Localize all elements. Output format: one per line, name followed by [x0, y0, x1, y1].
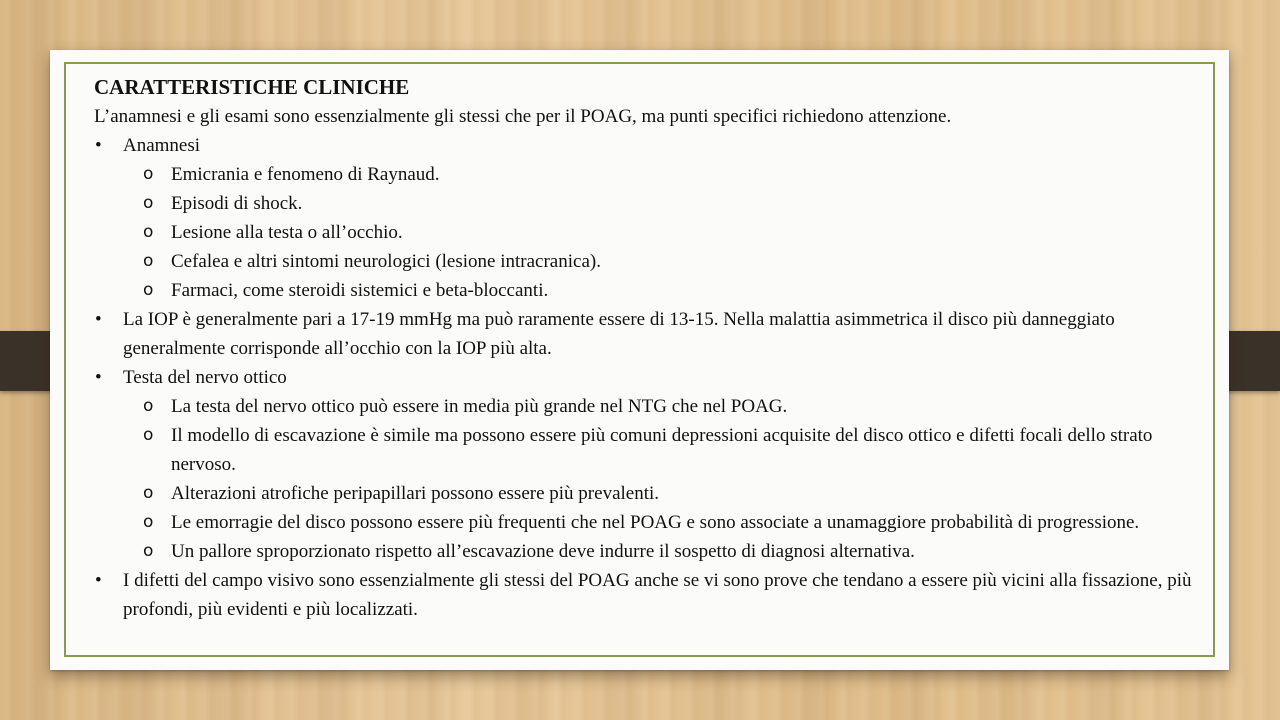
intro-text: L’anamnesi e gli esami sono essenzialmente gli stessi che per il POAG, ma punti specifici richiedono attenzione. [94, 106, 952, 127]
bullet-iop: • La IOP è generalmente pari a 17-19 mmHg ma può raramente essere di 13-15. Nella malattia asimmetrica il disco più danneggiato generalmente corrisponde all’occhio con la IOP più alta. [94, 305, 1204, 363]
sub-bullet: o Il modello di escavazione è simile ma possono essere più comuni depressioni acquisite del disco ottico e difetti focali dello strato nervoso. [94, 421, 1204, 479]
sub-bullet: o Lesione alla testa o all’occhio. [94, 218, 1204, 247]
sub-bullet: o Un pallore sproporzionato rispetto all’escavazione deve indurre il sospetto di diagnosi alternativa. [94, 537, 1204, 566]
sub-bullet: o Le emorragie del disco possono essere più frequenti che nel POAG e sono associate a unamaggiore probabilità di progressione. [94, 508, 1204, 537]
sub-bullet: o Emicrania e fenomeno di Raynaud. [94, 160, 1204, 189]
slide-content [94, 72, 1204, 624]
sub-bullet: o Alterazioni atrofiche peripapillari possono essere più prevalenti. [94, 479, 1204, 508]
slide-title: CARATTERISTICHE CLINICHE [94, 75, 410, 99]
bullet-visual-field: • I difetti del campo visivo sono essenzialmente gli stessi del POAG anche se vi sono prove che tendano a essere più vicini alla fissazione, più profondi, più evidenti e più localizzati. [94, 566, 1204, 624]
sub-bullet: o La testa del nervo ottico può essere in media più grande nel NTG che nel POAG. [94, 392, 1204, 421]
bullet-optic-nerve-head: • Testa del nervo ottico [94, 363, 1204, 392]
sub-bullet: o Farmaci, come steroidi sistemici e beta-bloccanti. [94, 276, 1204, 305]
sub-bullet: o Episodi di shock. [94, 189, 1204, 218]
sub-bullet: o Cefalea e altri sintomi neurologici (lesione intracranica). [94, 247, 1204, 276]
slide-card [50, 50, 1229, 670]
bullet-anamnesi: • Anamnesi [94, 131, 1204, 160]
